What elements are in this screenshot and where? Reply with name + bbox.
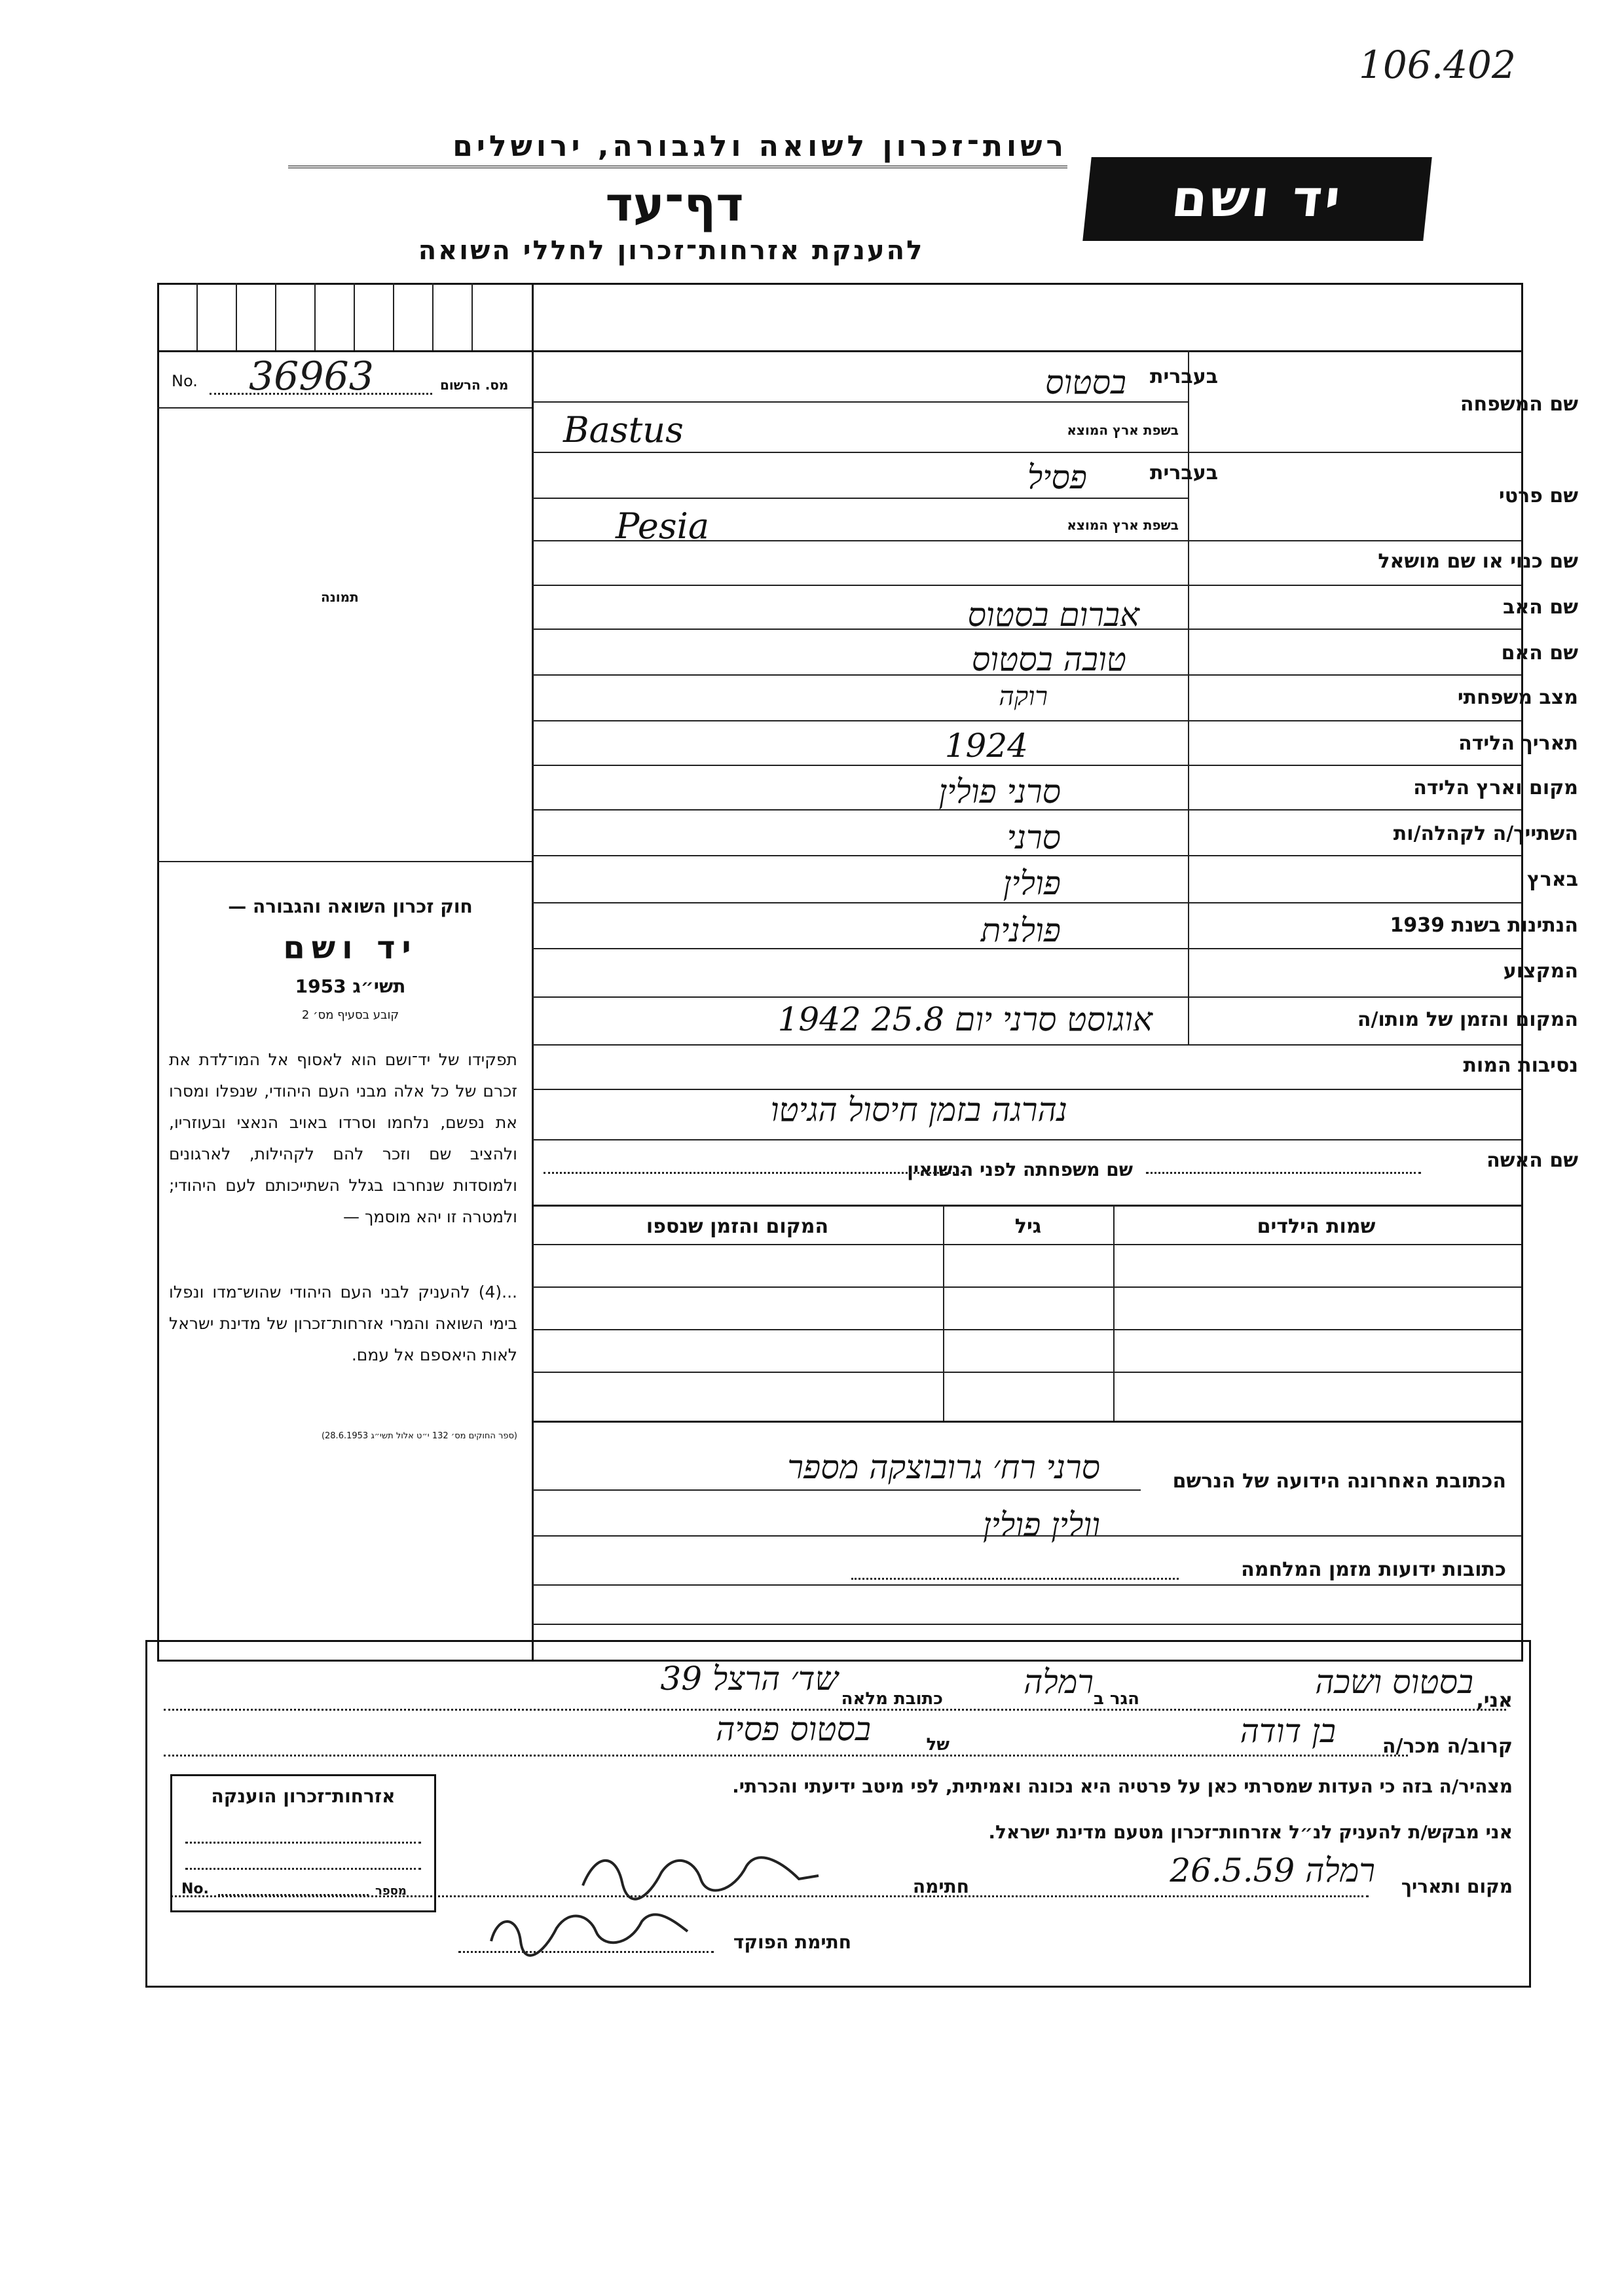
death-place-value: אוגוסט סרני יום 25.8 1942 <box>777 1000 1153 1038</box>
citizenship-granted-title: אזרחות־זכרון הוענקה <box>211 1785 396 1807</box>
nickname-label: שם כנוי או שם מושאל <box>1378 550 1578 573</box>
country-value: פולין <box>1003 864 1061 902</box>
last-address-value-2: וולין פולין <box>983 1506 1100 1544</box>
first-name-origin-tag: בשפת ארץ המוצא <box>1067 517 1179 533</box>
declarant-i-label: אני, <box>1476 1689 1513 1712</box>
declarant-name: בסטוס ושכה <box>1315 1663 1473 1701</box>
family-name-hebrew-tag: בעברית <box>1150 365 1218 388</box>
first-name-label: שם פרטי <box>1498 484 1578 507</box>
profession-label: המקצוע <box>1503 960 1578 983</box>
first-name-hebrew-tag: בעברית <box>1150 462 1218 484</box>
law-name: יד ושם <box>283 930 418 966</box>
war-address-label: כתובות ידועות מזמן המלחמה <box>1241 1558 1506 1581</box>
first-name-hebrew-value: פסיל <box>1027 458 1087 496</box>
family-name-origin-value: Bastus <box>563 409 684 450</box>
place-date-label: מקום ותאריך <box>1401 1876 1513 1897</box>
death-place-label: המקום והזמן של מותו/ה <box>1357 1008 1578 1031</box>
declarant-full-address: שד׳ הרצל 39 <box>660 1660 838 1698</box>
logo-text: יד ושם <box>1169 170 1346 228</box>
birthplace-label: מקום וארץ הלידה <box>1413 776 1578 799</box>
last-address-label: הכתובת האחרונה הידועה של הנרשם <box>1172 1470 1506 1493</box>
children-place-header: המקום והזמן שנספו <box>646 1215 829 1238</box>
signature-label: חתימה <box>912 1876 969 1897</box>
father-value: אברום בסטוס <box>967 596 1139 634</box>
no-prefix: No. <box>172 372 198 390</box>
officer-signature-label: חתימת הפוקד <box>733 1931 851 1953</box>
marital-value: רוקה <box>999 682 1048 712</box>
first-name-origin-value: Pesia <box>616 505 710 547</box>
birthdate-value: 1924 <box>944 727 1028 765</box>
authority-title: רשות־זכרון לשואה ולגבורה, ירושלים <box>288 130 1067 168</box>
birthdate-label: תאריך הלידה <box>1458 732 1578 755</box>
archive-number: 106.402 <box>1359 43 1516 87</box>
country-label: בארץ <box>1526 868 1578 891</box>
law-text-2: ...(4) להעניק לבני העם היהודי שהוש־מדו ונפלו בימי השואה והמרי אזרחות־זכרון של מדינת ישראל לאות היאספם אל עמם. <box>169 1283 517 1364</box>
community-label: השתייך/ה לקהלה/ות <box>1393 822 1578 845</box>
relation-value: בן דודה <box>1240 1712 1336 1750</box>
law-reference: (ספר החוקים מס׳ 132 י״ט אלול תשי״ג 28.6.1953) <box>321 1431 517 1441</box>
law-clause: קובע בסעיף מס׳ 2 <box>301 1008 399 1022</box>
request-text: אני מבקש/ת להעניק לנ״ל אזרחות־זכרון מטעם מדינת ישראל. <box>988 1821 1513 1843</box>
declarant-city: רמלה <box>1024 1663 1094 1701</box>
children-age-header: גיל <box>1014 1215 1042 1238</box>
mother-value: טובה בסטוס <box>971 640 1126 678</box>
children-names-header: שמות הילדים <box>1257 1215 1376 1238</box>
registration-label: מס. הרשום <box>440 377 509 393</box>
stamp-number-label: מספר <box>375 1884 407 1898</box>
citizenship-value: פולנית <box>980 911 1061 949</box>
declarant-signature <box>576 1846 825 1905</box>
registration-number: 36963 <box>249 354 374 399</box>
relation-label: קרוב/ה מכר/ה <box>1382 1735 1513 1758</box>
yad-vashem-logo <box>1082 157 1431 241</box>
form-title: דף־עד <box>605 177 744 232</box>
wife-label: שם האשה <box>1486 1149 1578 1172</box>
citizenship-granted-box <box>170 1774 436 1912</box>
form-subtitle: להענקת אזרחות־זכרון לחללי השואה <box>418 236 925 266</box>
law-title: חוק זכרון השואה והגבורה — <box>228 896 473 917</box>
lives-label: הגר ב <box>1093 1689 1139 1709</box>
full-address-label: כתובת מלאה <box>841 1689 943 1709</box>
family-name-origin-tag: בשפת ארץ המוצא <box>1067 422 1179 438</box>
mother-label: שם האם <box>1501 642 1578 665</box>
community-value: סרני <box>1006 818 1061 856</box>
father-label: שם האב <box>1503 596 1578 619</box>
declaration-text: מצהיר/ה בזה כי העדות שמסרתי כאן על פרטיה היא נכונה ואמיתית, לפי מיטב ידיעתי והכרתי. <box>732 1776 1513 1797</box>
marital-label: מצב משפחתי <box>1457 686 1578 709</box>
place-date-value: רמלה 26.5.59 <box>1170 1851 1375 1889</box>
photo-label: תמונה <box>321 589 359 605</box>
citizenship-label: הנתינות בשנת 1939 <box>1390 914 1578 937</box>
death-cause-value: נהרגה בזמן חיסול הגיטו <box>770 1091 1067 1129</box>
maiden-name-label: שם משפחתה לפני הנשואין <box>907 1159 1133 1180</box>
last-address-value-1: סרני רח׳ גרובוצקה מספר <box>787 1448 1100 1486</box>
death-cause-label: נסיבות המות <box>1463 1054 1578 1077</box>
of-label: של <box>926 1735 950 1755</box>
of-name: בסטוס פסיה <box>716 1710 871 1748</box>
family-name-label: שם המשפחה <box>1460 393 1578 416</box>
family-name-hebrew-value: בסטוס <box>1045 363 1126 401</box>
birthplace-value: סרני פולין <box>938 773 1061 811</box>
officer-signature <box>485 1902 694 1961</box>
law-year: תשי״ג 1953 <box>295 975 406 997</box>
law-text-1: תפקידו של יד־ושם הוא לאסוף אל המו־לדת את זכרם של כל אלה מבני העם היהודי, שנפלו ומסרו את נפשם, נלחמו וסרדו באויב הנאצי ובעוזריו, ולהציב שם וזכר להם לקהילות, לארגונים ולמוסדות שנחרבו בגלל השתייכותם לעם היהודי; ולמטרה זו יהא מוסמך — <box>169 1050 517 1226</box>
stamp-no-label: No. <box>181 1881 209 1897</box>
